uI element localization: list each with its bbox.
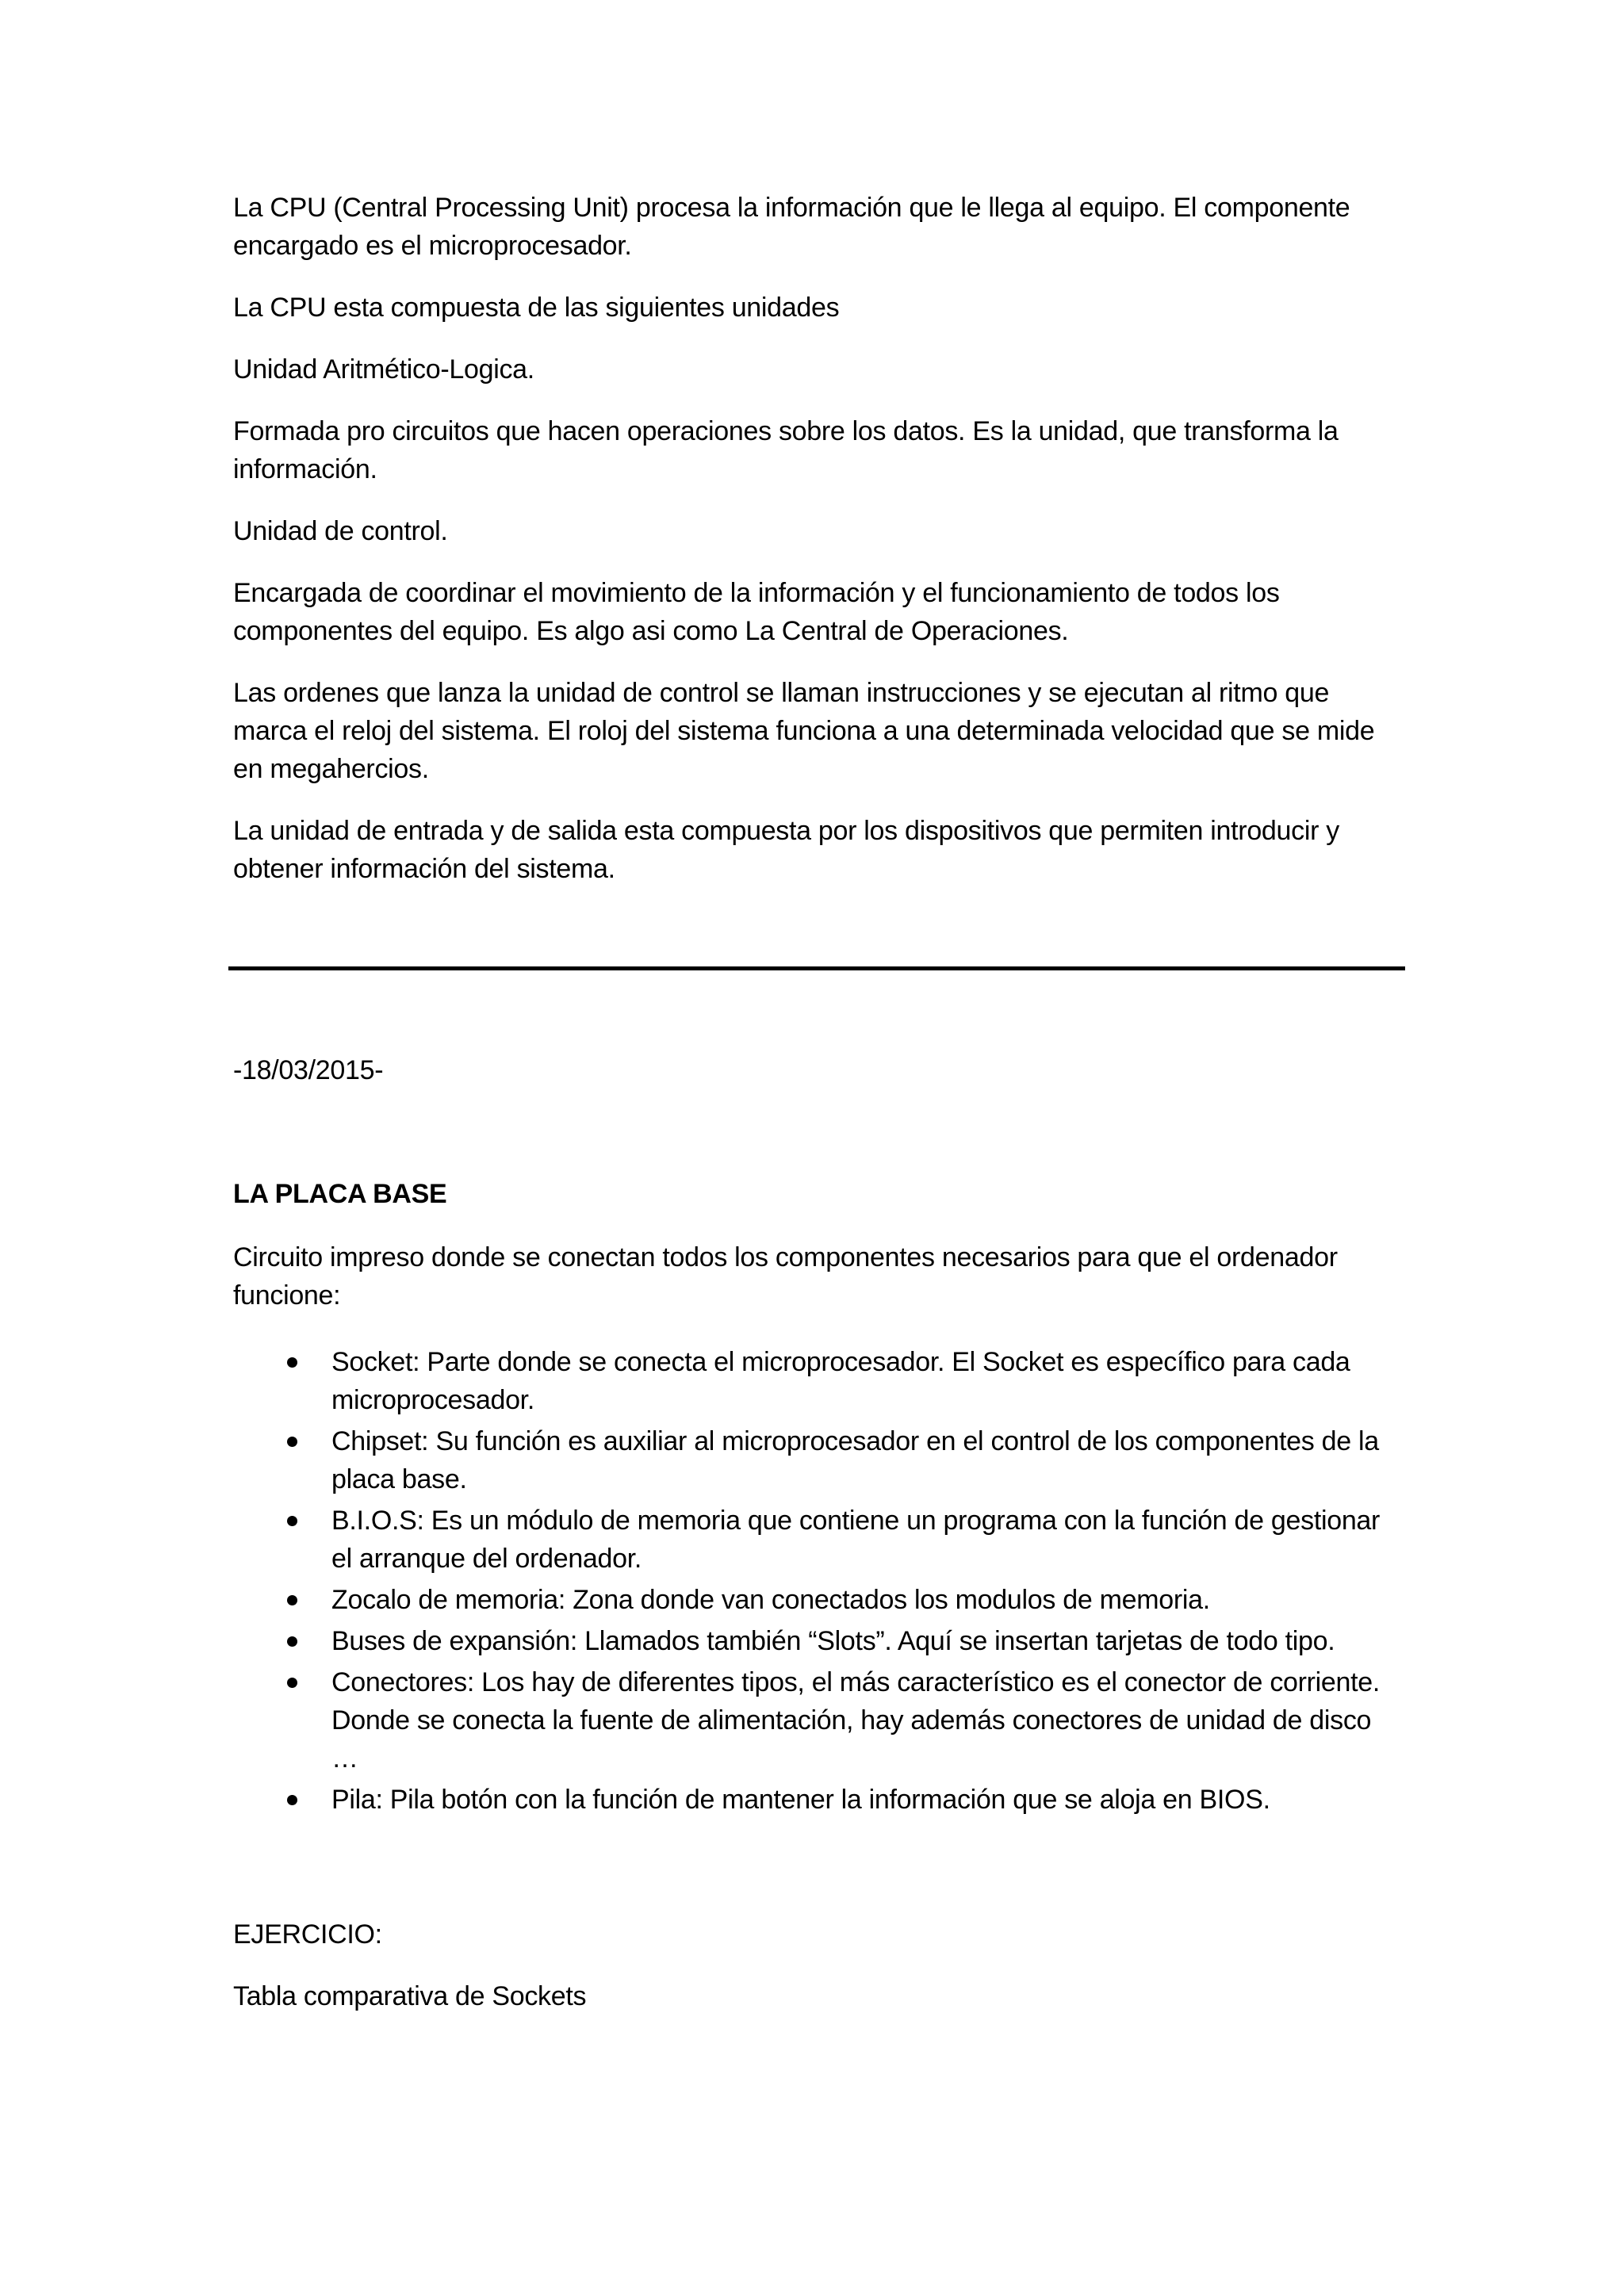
list-item	[233, 1581, 1404, 1619]
placa-base-section	[233, 1051, 1404, 2011]
list-item	[233, 1343, 1404, 1419]
list-item	[233, 1502, 1404, 1578]
paragraph-alu-description: Formada pro circuitos que hacen operaciones sobre los datos. Es la unidad, que transforma la información.	[233, 416, 1339, 484]
paragraph-io-unit: La unidad de entrada y de salida esta compuesta por los dispositivos que permiten introducir y obtener información del sistema.	[233, 816, 1339, 884]
list-item-text: Chipset: Su función es auxiliar al microprocesador en el control de los componentes de la placa base.	[331, 1426, 1379, 1494]
bullet-icon	[287, 1795, 297, 1805]
exercise-task: Tabla comparativa de Sockets	[233, 1981, 587, 2011]
date-label: -18/03/2015-	[233, 1055, 384, 1085]
list-item-text: Socket: Parte donde se conecta el microprocesador. El Socket es específico para cada microprocesador.	[331, 1347, 1350, 1415]
bullet-icon	[287, 1595, 297, 1605]
list-item	[233, 1622, 1404, 1660]
list-item-text: Buses de expansión: Llamados también “Slots”. Aquí se insertan tarjetas de todo tipo.	[331, 1626, 1335, 1656]
paragraph-control-description: Encargada de coordinar el movimiento de la información y el funcionamiento de todos los componentes del equipo. Es algo asi como La Central de Operaciones.	[233, 578, 1280, 646]
horizontal-divider	[228, 966, 1405, 970]
list-item	[233, 1663, 1404, 1777]
bullet-icon	[287, 1437, 297, 1447]
list-item	[233, 1422, 1404, 1498]
cpu-section	[233, 189, 1404, 912]
bullet-icon	[287, 1357, 297, 1368]
paragraph-alu-title: Unidad Aritmético-Logica.	[233, 354, 534, 385]
list-item-text: Conectores: Los hay de diferentes tipos, el más característico es el conector de corriente. Donde se conecta la fuente de alimentación, hay además conectores de unidad de disco …	[331, 1667, 1381, 1774]
list-item	[233, 1781, 1404, 1819]
section-intro: Circuito impreso donde se conectan todos los componentes necesarios para que el ordenador funcione:	[233, 1242, 1338, 1311]
exercise-label: EJERCICIO:	[233, 1919, 382, 1950]
paragraph-cpu-intro: La CPU (Central Processing Unit) procesa la información que le llega al equipo. El componente encargado es el microprocesador.	[233, 193, 1350, 261]
bullet-icon	[287, 1516, 297, 1526]
list-item-text: B.I.O.S: Es un módulo de memoria que contiene un programa con la función de gestionar el arranque del ordenador.	[331, 1506, 1381, 1574]
paragraph-cpu-units: La CPU esta compuesta de las siguientes unidades	[233, 293, 840, 323]
bullet-icon	[287, 1636, 297, 1647]
paragraph-control-title: Unidad de control.	[233, 516, 448, 546]
list-item-text: Pila: Pila botón con la función de mantener la información que se aloja en BIOS.	[331, 1785, 1270, 1815]
list-item-text: Zocalo de memoria: Zona donde van conectados los modulos de memoria.	[331, 1585, 1210, 1615]
bullet-icon	[287, 1678, 297, 1688]
section-heading: LA PLACA BASE	[233, 1179, 447, 1209]
paragraph-instructions: Las ordenes que lanza la unidad de control se llaman instrucciones y se ejecutan al ritmo que marca el reloj del sistema. El roloj del sistema funciona a una determinada velocidad que se mide en megahercios.	[233, 678, 1375, 784]
component-list	[233, 1343, 1404, 1822]
